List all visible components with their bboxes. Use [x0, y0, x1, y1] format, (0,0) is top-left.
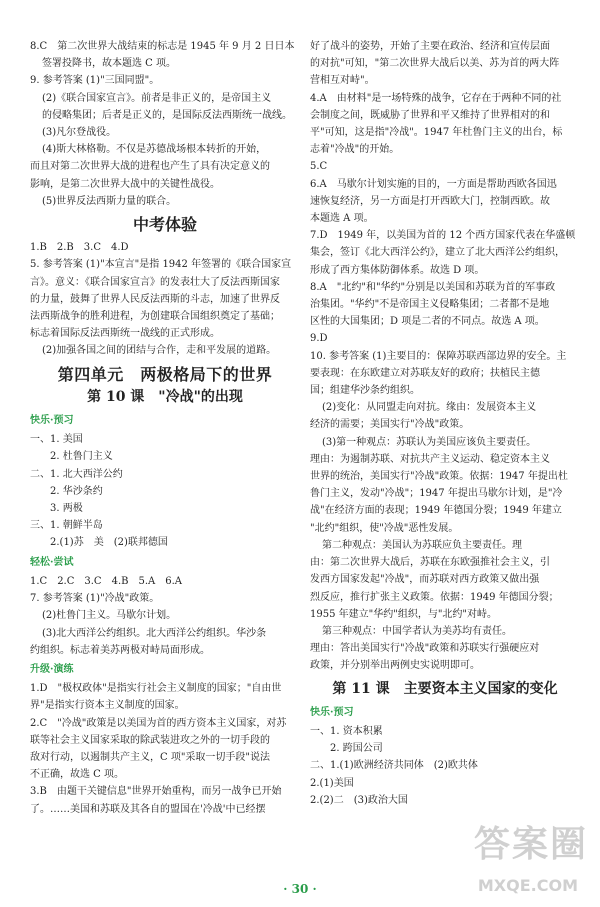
watermark-logo: 答案圈 [473, 824, 588, 865]
answer-line: 发西方国家发起"冷战"，而苏联对西方政策又做出强 [310, 574, 540, 586]
answer-line: 不正确，故选 C 项。 [30, 769, 125, 781]
answer-line: 8.A "北约"和"华约"分别是以美国和苏联为首的军事政 [310, 281, 556, 293]
answer-line: 2. 杜鲁门主义 [50, 451, 113, 463]
answer-line: 了。……美国和苏联及其各自的盟国在'冷战'中已经摆 [30, 803, 266, 815]
answer-line: 本题选 A 项。 [310, 213, 374, 225]
answer-line: 形成了西方集体防御体系。故选 D 项。 [310, 264, 485, 276]
page-number: · 30 · [283, 882, 317, 896]
upgrade-block [30, 680, 300, 818]
lesson-10-heading: 第 10 课 "冷战"的出现 [87, 388, 243, 405]
answer-line: 速恢复经济，另一方面是打开西欧大门，控制西欧。故 [310, 195, 550, 207]
answer-line: (3)北大西洋公约组织。北大西洋公约组织。华沙条 [42, 627, 267, 639]
answer-line: (4)斯大林格勒。不仅是苏德战场根本转折的开始， [42, 144, 267, 156]
answer-line: 第二种观点：美国认为苏联应负主要责任。理 [322, 539, 522, 551]
answer-line: 的力量，鼓舞了世界人民反法西斯的斗志，加速了世界反 [30, 293, 280, 305]
answer-line: 1.C 2.C 3.C 4.B 5.A 6.A [30, 575, 182, 587]
answer-line: 二、1. 北大西洋公约 [30, 468, 123, 480]
answer-line: 9.D [310, 333, 328, 345]
unit-heading: 第四单元 两极格局下的世界 [57, 364, 273, 384]
answer-line: 标志着国际反法西斯统一战线的正式形成。 [30, 328, 220, 340]
answer-line: 1955 年建立"华约"组织，与"北约"对峙。 [310, 608, 498, 620]
exam-heading: 中考体验 [132, 215, 197, 235]
answer-line: 一、1. 资本积累 [310, 725, 383, 737]
try-block [30, 573, 300, 659]
answer-line: 会制度之间，既威胁了世界和平又维持了世界相对的和 [310, 109, 550, 121]
answer-line: 三、1. 朝鲜半岛 [30, 520, 103, 532]
answer-line: 7.D 1949 年，以美国为首的 12 个西方国家代表在华盛顿 [310, 230, 576, 242]
answer-line: 4.A 由材料"是一场特殊的战争，它存在于两种不同的社 [310, 92, 562, 104]
answer-line: 由：第二次世界大战后，苏联在东欧强推社会主义，引 [310, 557, 550, 569]
answer-line: 2.C "冷战"政策是以美国为首的西方资本主义国家，对苏 [30, 717, 287, 729]
answer-line: 区性的大国集团；D 项是二者的不同点。故选 A 项。 [310, 316, 545, 328]
answer-line: 5. 参考答案 (1)"本宣言"是指 1942 年签署的《联合国家宣 [30, 259, 292, 271]
answer-line: 敌对行动，以遏制共产主义，C 项"采取一切手段"说法 [30, 751, 271, 763]
answer-line: 好了战斗的姿势，开始了主要在政治、经济和宣传层面 [310, 41, 550, 52]
answer-line: 言》。意义：《联合国家宣言》的发表壮大了反法西斯国家 [30, 276, 280, 288]
answer-line: (2)加强各国之间的团结与合作，走和平发展的道路。 [42, 345, 277, 357]
answer-line: 3. 两极 [50, 503, 83, 515]
answer-line: 7. 参考答案 (1)"冷战"政策。 [30, 593, 160, 605]
try-tag: 轻松·尝试 [30, 556, 74, 568]
answer-line: 1.B 2.B 3.C 4.D [30, 242, 129, 254]
answer-line: 联等社会主义国家采取的除武装进攻之外的一切手段的 [30, 734, 270, 746]
preview-block [30, 431, 300, 551]
answer-line: 法西斯战争的胜利进程，为创建联合国组织奠定了基础； [30, 311, 280, 323]
answer-line: 世界的统治，美国实行"冷战"政策。依据：1947 年提出杜 [310, 471, 568, 483]
answer-line: 营相互对峙"。 [310, 75, 375, 87]
right-column [310, 38, 580, 809]
answer-line: 要表现：在东欧建立对苏联友好的政府；扶植民主德 [310, 367, 540, 379]
answer-line: (2)杜鲁门主义。马歇尔计划。 [42, 610, 177, 622]
preview-tag: 快乐·预习 [30, 415, 74, 427]
answer-line: 3.B 由题干关键信息"世界开始重构，而另一战争已开始 [30, 786, 282, 798]
answer-line: 第三种观点：中国学者认为美苏均有责任。 [322, 625, 512, 637]
preview-block [310, 723, 580, 809]
answer-line: 经济的需要；美国实行"冷战"政策。 [310, 419, 470, 431]
left-top-block [30, 38, 300, 210]
answer-line: 5.C [310, 161, 328, 173]
answer-line: 8.C 第二次世界大战结束的标志是 1945 年 9 月 2 日日本 [30, 41, 295, 52]
left-column [30, 38, 300, 818]
answer-line: (5)世界反法西斯力量的联合。 [42, 195, 177, 207]
answer-line: 界"是指实行资本主义制度的国家。 [30, 700, 185, 712]
answer-line: 政策，并分别举出两例史实说明即可。 [310, 660, 480, 672]
preview-tag: 快乐·预习 [310, 706, 354, 718]
answer-line: (2)《联合国家宣言》。前者是非正义的，是帝国主义 [42, 92, 272, 104]
answer-line: 签署投降书，故本题选 C 项。 [42, 58, 177, 70]
answer-line: "北约"组织，使"冷战"恶性发展。 [310, 522, 459, 534]
answer-line: 1.D "极权政体"是指实行社会主义制度的国家；"自由世 [30, 683, 282, 695]
answer-line: (3)凡尔登战役。 [42, 127, 117, 139]
answer-line: 2.(1)美国 [310, 777, 354, 789]
answer-line: 理由：为遏制苏联、对抗共产主义运动、稳定资本主义 [310, 453, 550, 465]
answer-line: 2.(2)二 (3)政治大国 [310, 794, 408, 806]
right-top-block [310, 38, 580, 675]
exam-block [30, 239, 300, 359]
answer-line: 9. 参考答案 (1)"三国同盟"。 [30, 75, 160, 87]
answer-line: 平"可知，这是指"冷战"。1947 年杜鲁门主义的出台，标 [310, 127, 563, 139]
answer-line: 二、1.(1)欧洲经济共同体 (2)欧共体 [310, 760, 478, 772]
answer-line: 2. 跨国公司 [330, 743, 383, 755]
answer-line: 而且对第二次世界大战的进程也产生了具有决定意义的 [30, 161, 270, 173]
answer-line: 6.A 马歇尔计划实施的目的，一方面是帮助西欧各国迅 [310, 178, 557, 190]
answer-line: 集会，签订《北大西洋公约》，建立了北大西洋公约组织， [310, 247, 565, 259]
watermark-url: MXQE.COM [477, 876, 578, 895]
answer-line: 2.(1)苏 美 (2)联邦德国 [50, 537, 168, 549]
answer-line: 鲁门主义，发动"冷战"；1947 年提出马歇尔计划，是"冷 [310, 488, 563, 500]
answer-line: 志着"冷战"的开始。 [310, 144, 400, 156]
answer-line: 一、1. 美国 [30, 434, 83, 446]
answer-line: 战"在经济方面的表现；1949 年德国分裂；1949 年建立 [310, 505, 562, 517]
answer-line: (2)变化：从同盟走向对抗。缘由：发展资本主义 [322, 402, 537, 414]
answer-line: 国；组建华沙条约组织。 [310, 385, 420, 397]
answer-line: 约组织。标志着美苏两极对峙局面形成。 [30, 644, 210, 656]
answer-line: 烈反应，推行扩张主义政策。依据：1949 年德国分裂； [310, 591, 559, 603]
answer-line: 理由：答出美国实行"冷战"政策和苏联实行强硬应对 [310, 643, 540, 655]
answer-line: 2. 华沙条约 [50, 485, 103, 497]
answer-line: (3)第一种观点：苏联认为美国应该负主要责任。 [322, 436, 537, 448]
answer-line: 10. 参考答案 (1)主要目的：保障苏联西部边界的安全。主 [310, 350, 567, 362]
answer-line: 的侵略集团；后者是正义的，是国际反法西斯统一战线。 [42, 109, 292, 121]
answer-line: 治集团。"华约"不是帝国主义侵略集团；二者都不是地 [310, 299, 550, 311]
upgrade-tag: 升级·演练 [30, 663, 74, 675]
answer-line: 影响，是第二次世界大战中的关键性战役。 [30, 178, 220, 190]
answer-line: 的对抗"可知，"第二次世界大战后以美、苏为首的两大阵 [310, 58, 560, 70]
lesson-11-heading: 第 11 课 主要资本主义国家的变化 [332, 680, 558, 697]
